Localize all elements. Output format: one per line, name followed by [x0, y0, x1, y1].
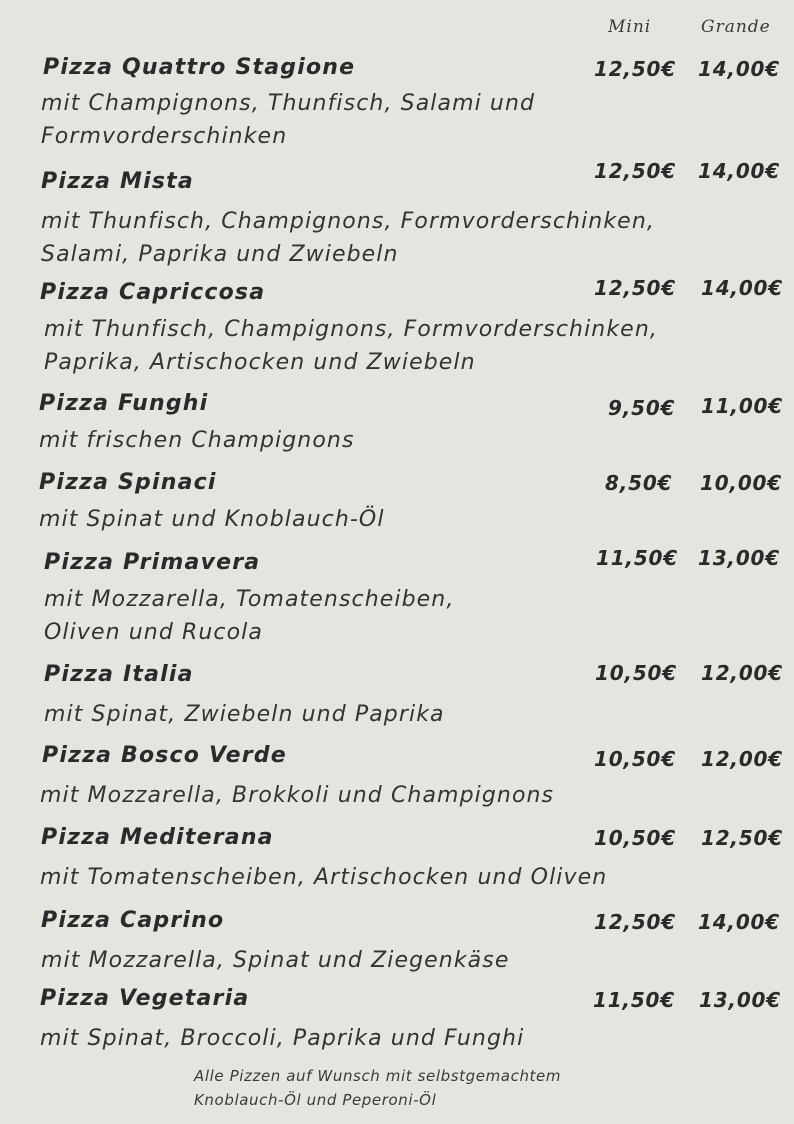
- description-line: Formvorderschinken: [41, 124, 288, 149]
- description-line: mit Mozzarella, Tomatenscheiben,: [44, 587, 455, 612]
- price-grande: 13,00€: [698, 546, 780, 570]
- description-line: mit Champignons, Thunfisch, Salami und: [41, 91, 536, 116]
- item-name: Pizza Quattro Stagione: [43, 55, 356, 80]
- price-grande: 12,50€: [701, 826, 783, 850]
- price-mini: 11,50€: [596, 546, 678, 570]
- footer-note-line: Alle Pizzen auf Wunsch mit selbstgemachtem: [194, 1067, 562, 1085]
- description-line: mit Spinat, Broccoli, Paprika und Funghi: [40, 1026, 525, 1051]
- price-grande: 13,00€: [699, 988, 781, 1012]
- item-description: [39, 424, 355, 457]
- price-mini: 10,50€: [594, 826, 676, 850]
- item-description: [41, 87, 535, 153]
- price-grande: 12,00€: [701, 661, 783, 685]
- description-line: mit Tomatenscheiben, Artischocken und Oliven: [40, 865, 608, 890]
- price-grande: 14,00€: [698, 57, 780, 81]
- description-line: Oliven und Rucola: [44, 620, 263, 645]
- item-name: Pizza Vegetaria: [40, 986, 250, 1011]
- item-name: Pizza Italia: [44, 662, 194, 687]
- price-grande: 10,00€: [700, 471, 782, 495]
- price-mini: 10,50€: [595, 661, 677, 685]
- price-grande: 11,00€: [701, 394, 783, 418]
- price-mini: 12,50€: [594, 276, 676, 300]
- price-grande: 14,00€: [698, 159, 780, 183]
- price-mini: 10,50€: [594, 747, 676, 771]
- price-mini: 8,50€: [605, 471, 673, 495]
- price-mini: 12,50€: [594, 57, 676, 81]
- item-description: [44, 698, 445, 731]
- column-header-mini: Mini: [608, 17, 652, 37]
- price-mini: 12,50€: [594, 910, 676, 934]
- price-mini: 12,50€: [594, 159, 676, 183]
- item-name: Pizza Spinaci: [39, 470, 217, 495]
- item-description: [39, 503, 385, 536]
- column-header-grande: Grande: [701, 17, 771, 37]
- item-description: [44, 313, 658, 379]
- footer-note: [194, 1064, 561, 1112]
- item-description: [40, 779, 554, 812]
- item-name: Pizza Mediterana: [41, 825, 274, 850]
- footer-note-line: Knoblauch-Öl und Peperoni-Öl: [194, 1091, 437, 1109]
- item-name: Pizza Primavera: [44, 550, 261, 575]
- item-name: Pizza Mista: [41, 169, 194, 194]
- item-name: Pizza Bosco Verde: [42, 743, 287, 768]
- item-description: [44, 583, 454, 649]
- description-line: Paprika, Artischocken und Zwiebeln: [44, 350, 476, 375]
- description-line: mit Mozzarella, Spinat und Ziegenkäse: [41, 948, 510, 973]
- description-line: mit Spinat und Knoblauch-Öl: [39, 507, 385, 532]
- item-name: Pizza Capriccosa: [40, 280, 266, 305]
- price-mini: 11,50€: [593, 988, 675, 1012]
- description-line: mit Mozzarella, Brokkoli und Champignons: [40, 783, 555, 808]
- description-line: mit Spinat, Zwiebeln und Paprika: [44, 702, 445, 727]
- item-description: [41, 944, 509, 977]
- item-description: [40, 861, 607, 894]
- price-mini: 9,50€: [608, 396, 676, 420]
- description-line: mit frischen Champignons: [39, 428, 355, 453]
- item-description: [40, 1022, 524, 1055]
- description-line: mit Thunfisch, Champignons, Formvorderschinken,: [44, 317, 658, 342]
- price-grande: 14,00€: [698, 910, 780, 934]
- price-grande: 12,00€: [701, 747, 783, 771]
- price-grande: 14,00€: [701, 276, 783, 300]
- item-description: [41, 205, 655, 271]
- item-name: Pizza Caprino: [41, 908, 225, 933]
- description-line: Salami, Paprika und Zwiebeln: [41, 242, 399, 267]
- description-line: mit Thunfisch, Champignons, Formvorderschinken,: [41, 209, 655, 234]
- item-name: Pizza Funghi: [39, 391, 209, 416]
